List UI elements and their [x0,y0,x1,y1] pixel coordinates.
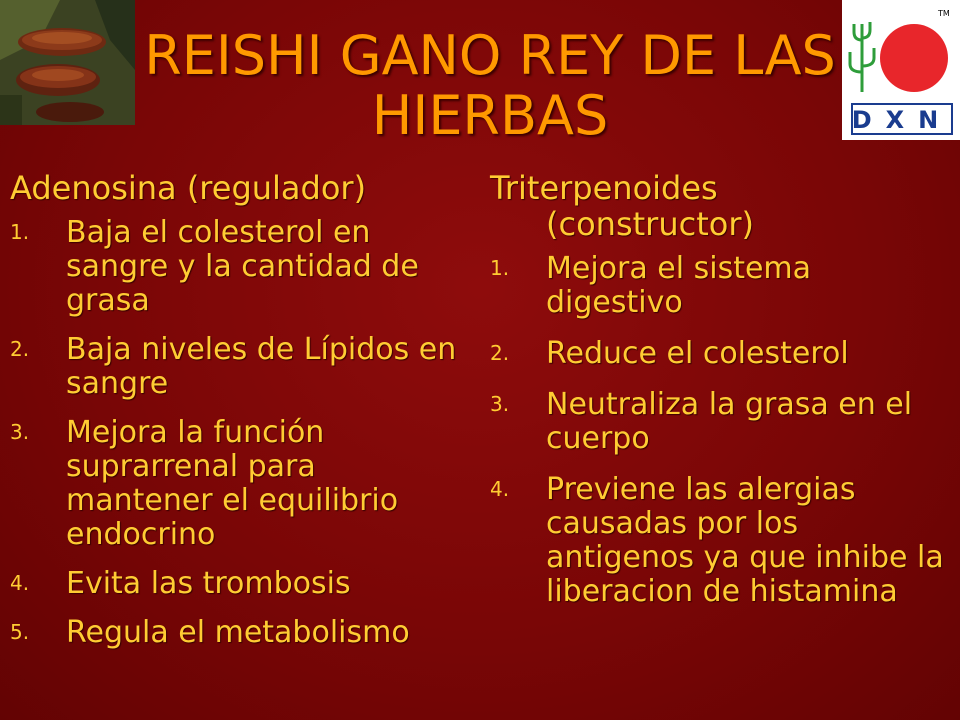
svg-text:DXN: DXN [851,106,953,134]
adenosina-heading: Adenosina (regulador) [10,169,367,207]
list-item-number: 2. [10,337,30,361]
list-item-number: 1. [490,256,510,280]
list-item-number: 5. [10,620,30,644]
list-item [10,416,465,552]
adenosina-list [10,216,465,650]
svg-text:TM: TM [938,9,950,18]
slide-title: REISHI GANO REY DE LAS HIERBAS [144,24,836,147]
list-item-text: Mejora la función suprarrenal para mantener el equilibrio endocrino [66,415,399,552]
list-item [490,337,950,371]
list-item-text: Neutraliza la grasa en el cuerpo [546,387,913,456]
heading-line-1: Triterpenoides [490,169,718,207]
right-column [490,170,950,626]
list-item [10,616,465,650]
list-item [490,473,950,609]
list-item-text: Evita las trombosis [66,566,351,601]
list-item [10,216,465,318]
list-item-text: Mejora el sistema digestivo [546,251,812,320]
list-item-number: 3. [10,420,30,444]
list-item-number: 2. [490,341,510,365]
left-column [10,170,465,665]
list-item-text: Regula el metabolismo [66,615,410,650]
triterpenoides-list [490,252,950,609]
heading-line-2: (constructor) [546,205,754,243]
list-item-text: Baja niveles de Lípidos en sangre [66,332,457,401]
dxn-logo-graphic [842,0,960,140]
list-item [10,567,465,601]
list-item-number: 4. [10,571,30,595]
list-item [490,388,950,456]
list-item-number: 4. [490,477,510,501]
list-item [10,333,465,401]
list-item-text: Reduce el colesterol [546,336,849,371]
list-item-text: Previene las alergias causadas por los antigenos ya que inhibe la liberacion de histamina [546,472,944,609]
list-item [490,252,950,320]
list-item-number: 3. [490,392,510,416]
list-item-number: 1. [10,220,30,244]
list-item-text: Baja el colesterol en sangre y la cantidad de grasa [66,215,419,318]
reishi-mushroom-photo [0,0,135,125]
dxn-logo [842,0,960,140]
triterpenoides-heading [490,170,950,242]
